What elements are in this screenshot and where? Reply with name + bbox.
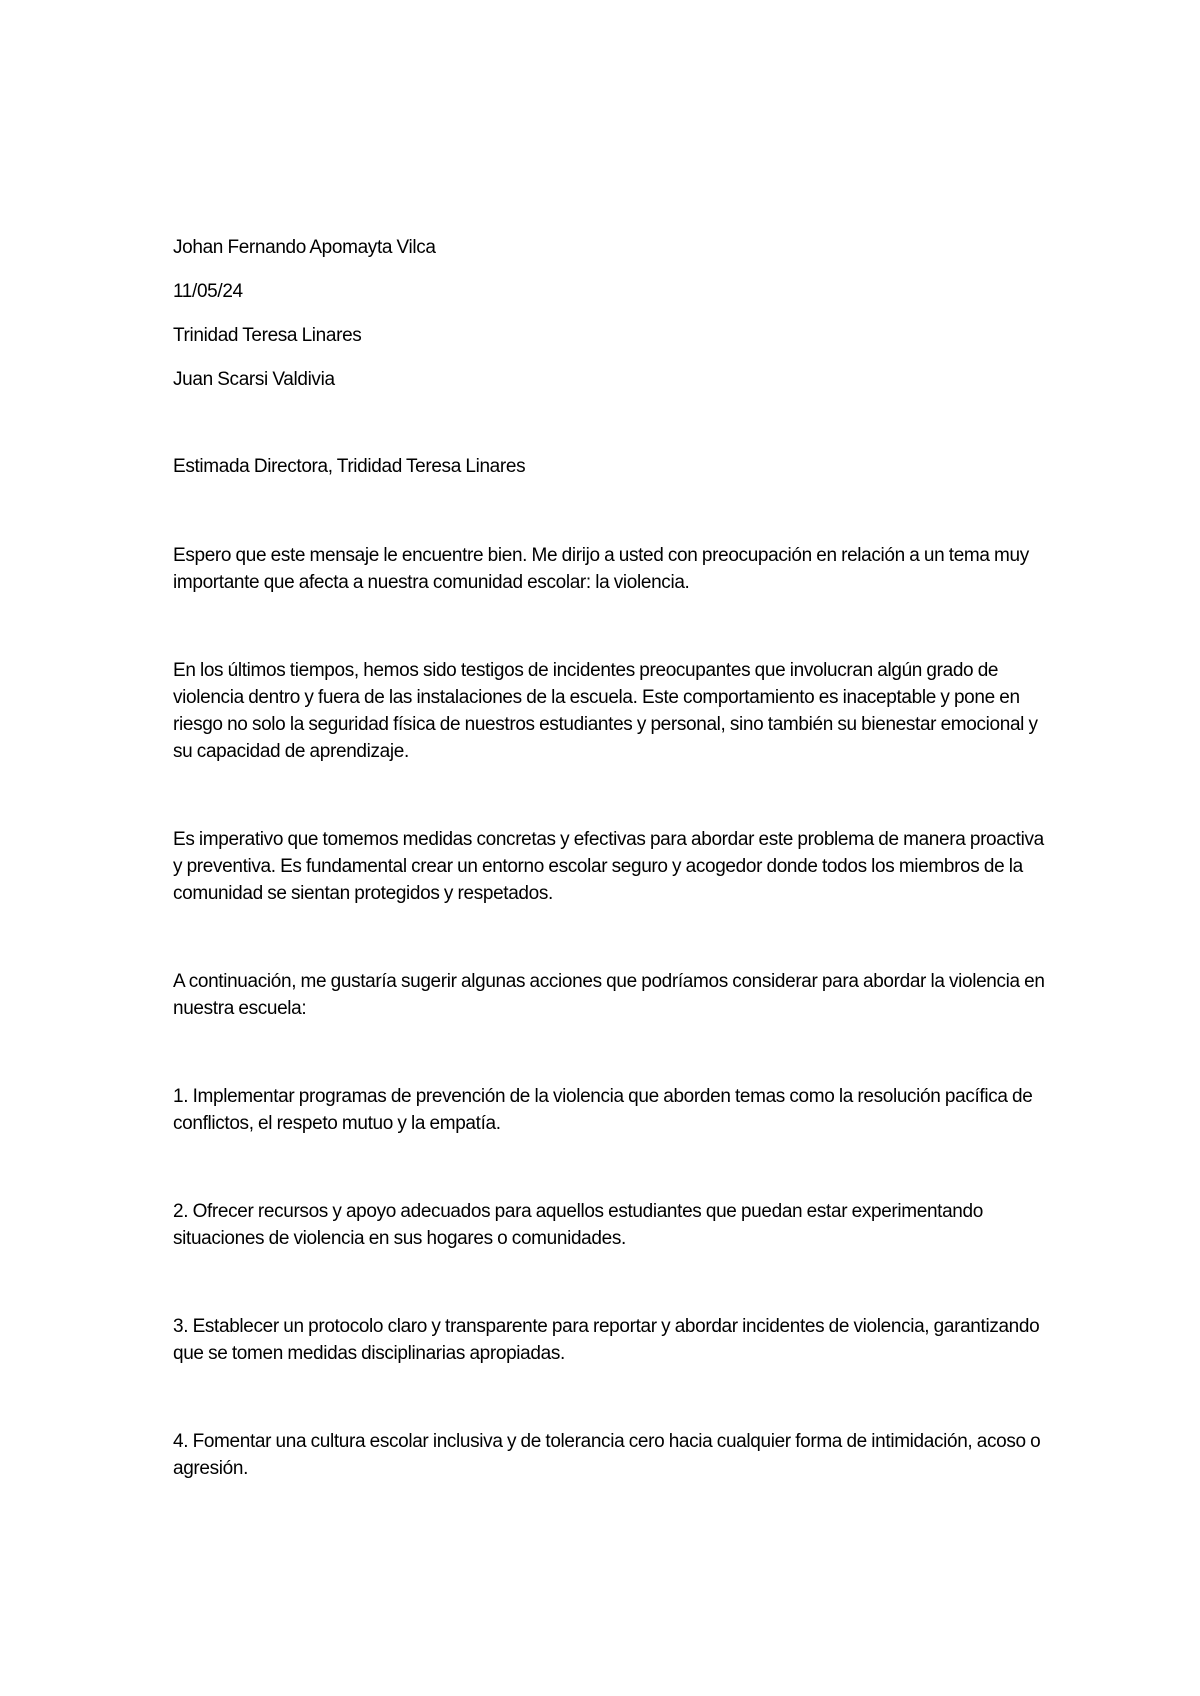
sender-name: Johan Fernando Apomayta Vilca (173, 237, 436, 258)
paragraph-context: En los últimos tiempos, hemos sido testigos de incidentes preocupantes que involucran algún grado de violencia dentro y fuera de las instalaciones de la escuela. Este comportamiento es inaceptable y pone en riesgo no solo la seguridad física de nuestros estudiantes y personal, sino también su bienestar emocional y su capacidad de aprendizaje. (173, 660, 1038, 762)
letter-body (173, 234, 1053, 1482)
recipient-name-secondary: Juan Scarsi Valdivia (173, 369, 335, 390)
letter-date: 11/05/24 (173, 281, 243, 302)
paragraph-proposal-intro: A continuación, me gustaría sugerir algunas acciones que podríamos considerar para abordar la violencia en nuestra escuela: (173, 971, 1045, 1019)
list-item-action-2: 2. Ofrecer recursos y apoyo adecuados para aquellos estudiantes que puedan estar experimentando situaciones de violencia en sus hogares o comunidades. (173, 1201, 983, 1249)
list-item-action-1: 1. Implementar programas de prevención de la violencia que aborden temas como la resolución pacífica de conflictos, el respeto mutuo y la empatía. (173, 1086, 1033, 1134)
list-item-action-4: 4. Fomentar una cultura escolar inclusiva y de tolerancia cero hacia cualquier forma de intimidación, acoso o agresión. (173, 1431, 1041, 1479)
paragraph-intro: Espero que este mensaje le encuentre bien. Me dirijo a usted con preocupación en relación a un tema muy importante que afecta a nuestra comunidad escolar: la violencia. (173, 545, 1029, 593)
list-item-action-3: 3. Establecer un protocolo claro y transparente para reportar y abordar incidentes de violencia, garantizando que se tomen medidas disciplinarias apropiadas. (173, 1316, 1040, 1364)
paragraph-urgency: Es imperativo que tomemos medidas concretas y efectivas para abordar este problema de manera proactiva y preventiva. Es fundamental crear un entorno escolar seguro y acogedor donde todos los miembros de la comunidad se sientan protegidos y respetados. (173, 829, 1044, 904)
salutation: Estimada Directora, Trididad Teresa Linares (173, 456, 526, 477)
recipient-name: Trinidad Teresa Linares (173, 325, 362, 346)
